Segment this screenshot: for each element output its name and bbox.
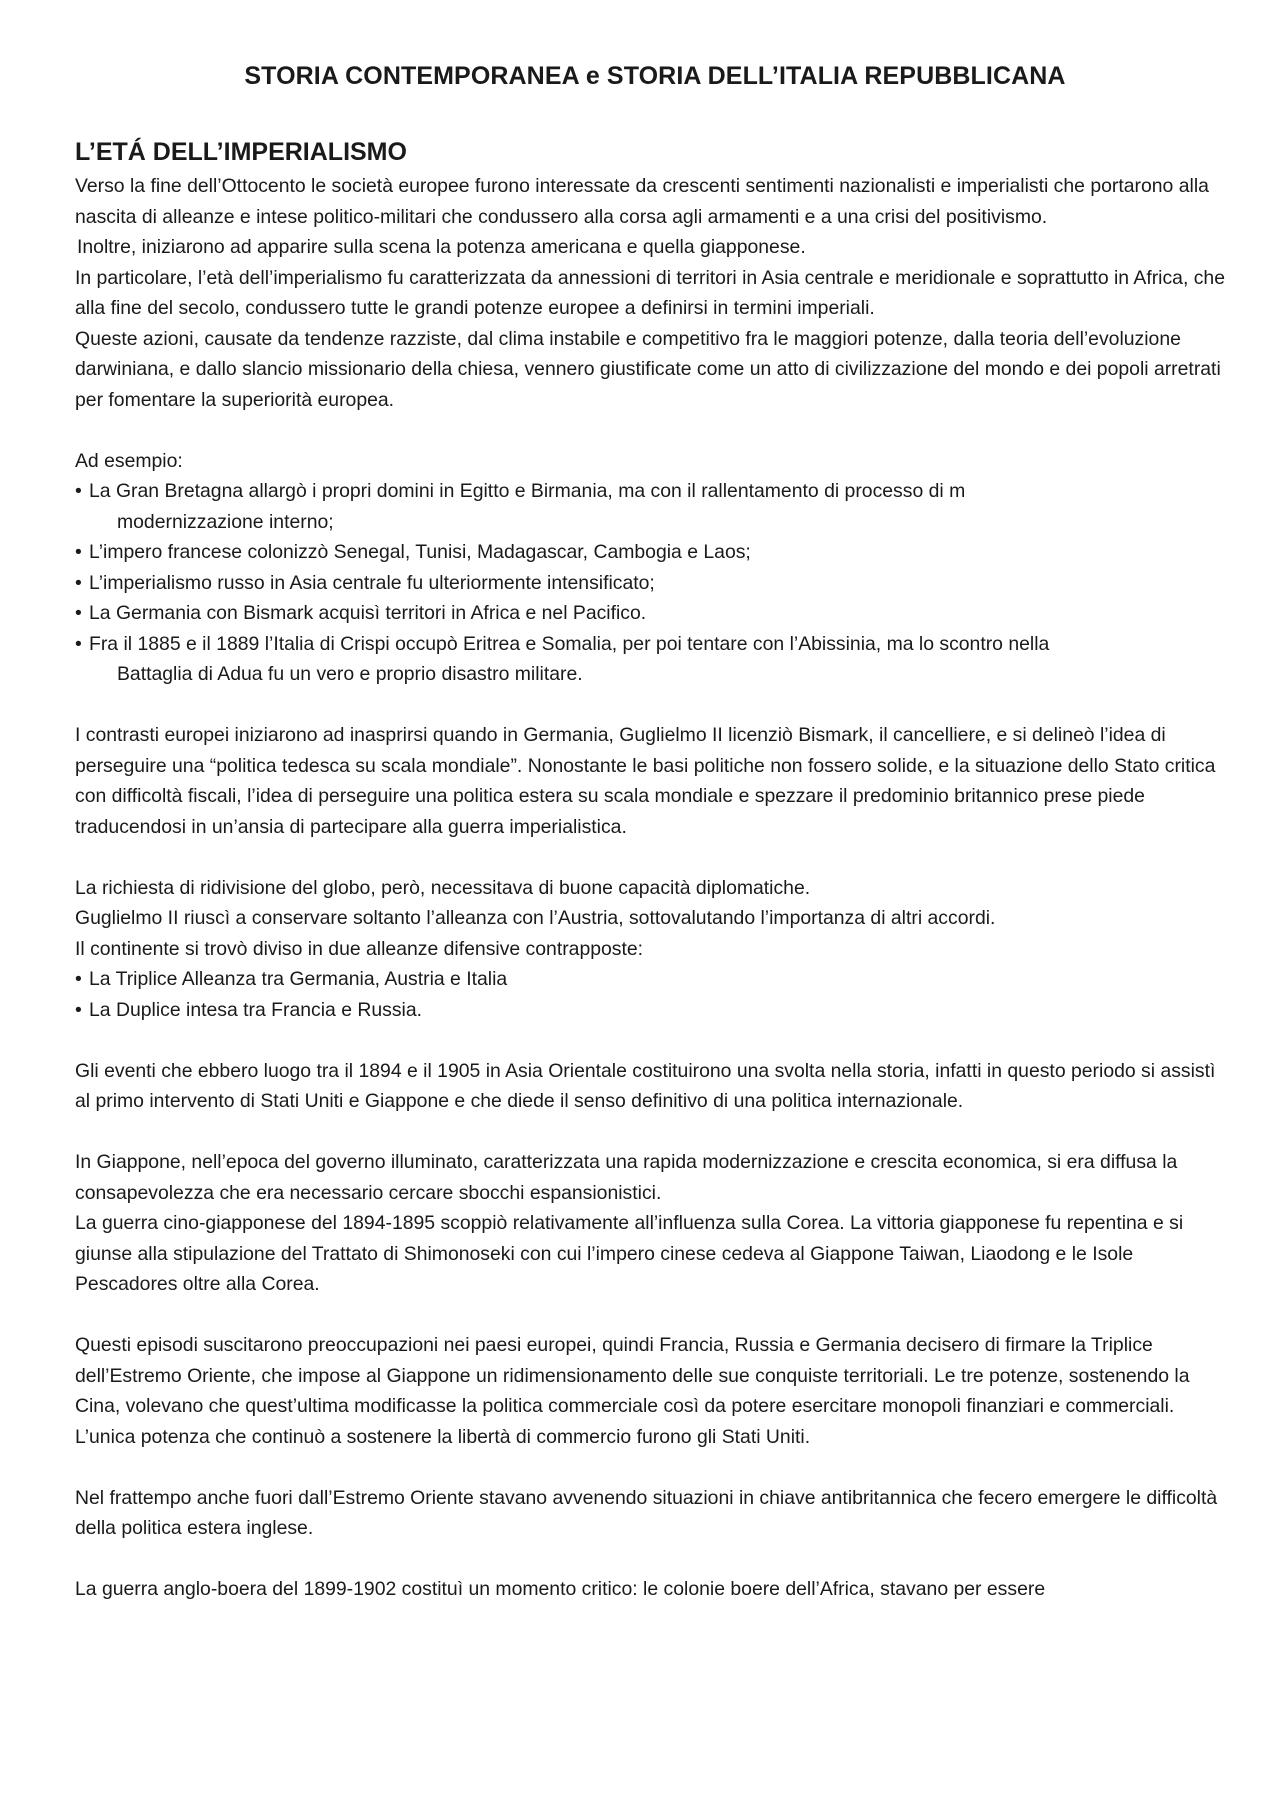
bullet-icon: • bbox=[75, 998, 82, 1021]
paragraph: Il continente si trovò diviso in due alleanze difensive contrapposte: bbox=[75, 937, 644, 960]
list-item bbox=[75, 598, 1225, 629]
paragraph-spacer bbox=[75, 1300, 1225, 1331]
list-item-text: La Duplice intesa tra Francia e Russia. bbox=[89, 998, 423, 1021]
paragraph: La guerra cino-giapponese del 1894-1895 scoppiò relativamente all’influenza sulla Corea. La vittoria giapponese fu repentina e si giunse alla stipulazione del Trattato di Shimonoseki con cui l’impero cinese cedeva al Giappone Taiwan, Liaodong e le Isole Pescadores oltre alla Corea. bbox=[75, 1212, 1184, 1295]
paragraph-spacer bbox=[75, 1117, 1225, 1148]
list-item-continuation: Battaglia di Adua fu un vero e proprio disastro militare. bbox=[117, 663, 583, 685]
paragraph: In Giappone, nell’epoca del governo illuminato, caratterizzata una rapida modernizzazione e crescita economica, si era diffusa la consapevolezza che era necessario cercare sbocchi espansionistici. bbox=[75, 1151, 1178, 1204]
document-title: STORIA CONTEMPORANEA e STORIA DELL’ITALIA REPUBBLICANA bbox=[244, 62, 1066, 90]
list-item-continuation: modernizzazione interno; bbox=[117, 510, 334, 533]
list-item-text: L’imperialismo russo in Asia centrale fu ulteriormente intensificato; bbox=[89, 571, 655, 594]
paragraph: Gli eventi che ebbero luogo tra il 1894 e il 1905 in Asia Orientale costituirono una svolta nella storia, infatti in questo periodo si assistì al primo intervento di Stati Uniti e Giappone e che diede il senso definitivo di una politica internazionale. bbox=[75, 1059, 1216, 1112]
paragraph-spacer bbox=[75, 1544, 1225, 1575]
examples-list bbox=[75, 476, 1225, 690]
paragraph: Questi episodi suscitarono preoccupazioni nei paesi europei, quindi Francia, Russia e Germania decisero di firmare la Triplice dell’Estremo Oriente, che impose al Giappone un ridimensionamento delle sue conquiste territoriali. Le tre potenze, sostenendo la Cina, volevano che quest’ultima modificasse la politica commerciale così da potere esercitare monopoli finanziari e commerciali. bbox=[75, 1334, 1190, 1417]
list-item bbox=[75, 995, 1225, 1026]
paragraph-spacer bbox=[75, 690, 1225, 721]
paragraph: Inoltre, iniziarono ad apparire sulla scena la potenza americana e quella giapponese. bbox=[77, 236, 806, 258]
paragraph: Queste azioni, causate da tendenze razziste, dal clima instabile e competitivo fra le maggiori potenze, dalla teoria dell’evoluzione darwiniana, e dallo slancio missionario della chiesa, vennero giustificate come un atto di civilizzazione del mondo e dei popoli arretrati per fomentare la superiorità europea. bbox=[75, 327, 1221, 411]
paragraph: Nel frattempo anche fuori dall’Estremo Oriente stavano avvenendo situazioni in chiave antibritannica che fecero emergere le difficoltà della politica estera inglese. bbox=[75, 1486, 1218, 1539]
list-item bbox=[75, 629, 1225, 690]
list-item bbox=[75, 964, 1225, 995]
paragraph: La guerra anglo-boera del 1899-1902 costituì un momento critico: le colonie boere dell’Africa, stavano per essere bbox=[75, 1578, 1046, 1600]
document-body bbox=[75, 171, 1225, 1605]
paragraph: Guglielmo II riuscì a conservare soltanto l’alleanza con l’Austria, sottovalutando l’importanza di altri accordi. bbox=[75, 907, 996, 929]
list-item bbox=[75, 537, 1225, 568]
list-item-text: La Germania con Bismark acquisì territori in Africa e nel Pacifico. bbox=[89, 602, 647, 624]
paragraph-spacer bbox=[75, 1025, 1225, 1056]
paragraph: L’unica potenza che continuò a sostenere la libertà di commercio furono gli Stati Uniti. bbox=[75, 1425, 811, 1448]
list-item-text: L’impero francese colonizzò Senegal, Tunisi, Madagascar, Cambogia e Laos; bbox=[89, 541, 751, 563]
list-item bbox=[75, 568, 1225, 599]
bullet-icon: • bbox=[75, 632, 82, 655]
section-title: L’ETÁ DELL’IMPERIALISMO bbox=[75, 138, 407, 166]
paragraph: I contrasti europei iniziarono ad inasprirsi quando in Germania, Guglielmo II licenziò Bismark, il cancelliere, e si delineò l’idea di perseguire una “politica tedesca su scala mondiale”. Nonostante le basi politiche non fossero solide, e la situazione dello Stato critica con difficoltà fiscali, l’idea di perseguire una politica estera su scala mondiale e spezzare il predominio britannico prese piede traducendosi in un’ansia di partecipare alla guerra imperialistica. bbox=[75, 724, 1216, 838]
bullet-icon: • bbox=[75, 968, 82, 990]
list-item-text: Fra il 1885 e il 1889 l’Italia di Crispi occupò Eritrea e Somalia, per poi tentare con l’Abissinia, ma lo scontro nella bbox=[89, 632, 1050, 655]
paragraph-spacer bbox=[75, 842, 1225, 873]
list-item bbox=[75, 476, 1225, 537]
bullet-icon: • bbox=[75, 571, 82, 594]
bullet-icon: • bbox=[75, 602, 82, 624]
bullet-icon: • bbox=[75, 541, 82, 563]
alliances-list bbox=[75, 964, 1225, 1025]
paragraph: Ad esempio: bbox=[75, 449, 183, 472]
paragraph: La richiesta di ridivisione del globo, però, necessitava di buone capacità diplomatiche. bbox=[75, 876, 811, 899]
list-item-text: La Gran Bretagna allargò i propri domini in Egitto e Birmania, ma con il rallentamento di processo di m bbox=[89, 480, 966, 502]
paragraph: In particolare, l’età dell’imperialismo fu caratterizzata da annessioni di territori in Asia centrale e meridionale e soprattutto in Africa, che alla fine del secolo, condussero tutte le grandi potenze europee a definirsi in termini imperiali. bbox=[75, 266, 1226, 319]
paragraph-spacer bbox=[75, 415, 1225, 446]
paragraph-spacer bbox=[75, 1452, 1225, 1483]
paragraph: Verso la fine dell’Ottocento le società europee furono interessate da crescenti sentimenti nazionalisti e imperialisti che portarono alla nascita di alleanze e intese politico-militari che condussero alla corsa agli armamenti e a una crisi del positivismo. bbox=[75, 175, 1209, 228]
bullet-icon: • bbox=[75, 480, 82, 502]
list-item-text: La Triplice Alleanza tra Germania, Austria e Italia bbox=[89, 968, 508, 990]
